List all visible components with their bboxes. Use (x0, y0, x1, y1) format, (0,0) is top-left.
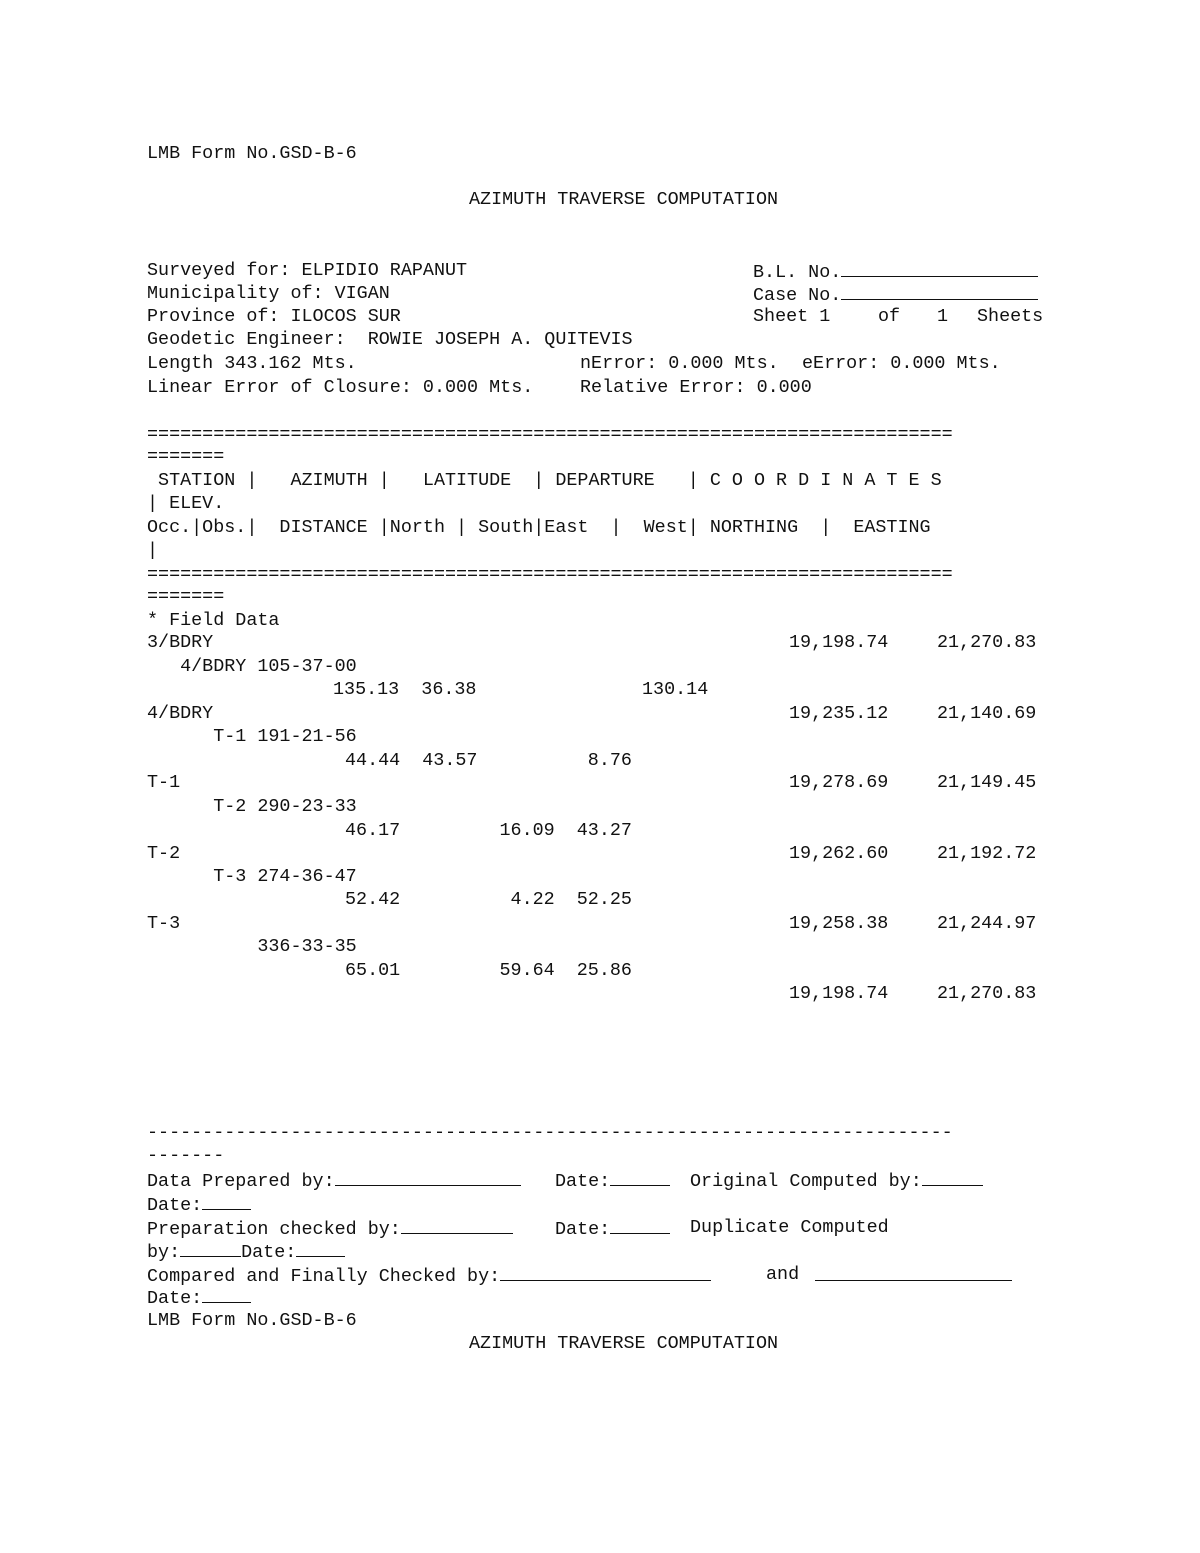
dash-rule: ------------------------------------------------------------------------- (147, 1122, 953, 1143)
sheet-label: Sheet 1 (753, 306, 831, 327)
linear-error-closure: Linear Error of Closure: 0.000 Mts. (147, 377, 534, 398)
distance-line: 46.17 16.09 43.27 (345, 820, 632, 841)
date-blank (202, 1288, 251, 1303)
prep-checked-label: Preparation checked by: (147, 1219, 401, 1240)
double-rule-bottom-cont: ======= (147, 586, 225, 607)
original-computed-label: Original Computed by: (690, 1171, 922, 1192)
sheet-of: of (878, 306, 901, 327)
form-number-footer: LMB Form No.GSD-B-6 (147, 1310, 357, 1331)
station-line: T-1 (147, 772, 181, 793)
station-line: T-3 (147, 913, 181, 934)
date-blank (610, 1171, 670, 1186)
easting-value: 21,244.97 (937, 913, 1037, 934)
prepared-by-line (147, 1171, 521, 1191)
date-blank (202, 1195, 251, 1210)
date-label: Date: (555, 1171, 611, 1192)
date-label: Date: (555, 1219, 611, 1240)
station-line: 3/BDRY (147, 632, 214, 653)
northing-value: 19,198.74 (789, 983, 889, 1004)
original-computed-blank (922, 1171, 983, 1186)
bl-no-blank (841, 262, 1038, 277)
form-number: LMB Form No.GSD-B-6 (147, 143, 357, 164)
sheet-total: 1 (937, 306, 949, 327)
case-no-blank (841, 285, 1038, 300)
prepared-by-label: Data Prepared by: (147, 1171, 335, 1192)
station-line: 4/BDRY (147, 703, 214, 724)
course-line: T-1 191-21-56 (147, 726, 357, 747)
northing-value: 19,278.69 (789, 772, 889, 793)
date-label: Date: (147, 1195, 203, 1216)
course-line: 336-33-35 (147, 936, 357, 957)
prep-checked-blank (401, 1219, 513, 1234)
table-header-row-1-cont: | ELEV. (147, 493, 225, 514)
date-label: Date: (241, 1242, 297, 1263)
course-line: 4/BDRY 105-37-00 (147, 656, 357, 677)
distance-line: 65.01 59.64 25.86 (345, 960, 632, 981)
table-header-row-2: Occ.|Obs.| DISTANCE |North | South|East | West| NORTHING | EASTING (147, 517, 931, 538)
easting-value: 21,149.45 (937, 772, 1037, 793)
easting-value: 21,270.83 (937, 632, 1037, 653)
case-no-label: Case No. (753, 285, 842, 306)
page-title-footer: AZIMUTH TRAVERSE COMPUTATION (469, 1333, 779, 1354)
relative-error: Relative Error: 0.000 (580, 377, 812, 398)
compared-checked-line (147, 1266, 711, 1286)
by-label: by: (147, 1242, 181, 1263)
traverse-length: Length 343.162 Mts. (147, 353, 357, 374)
easting-value: 21,192.72 (937, 843, 1037, 864)
date-blank (296, 1242, 345, 1257)
bl-no-field (753, 262, 1038, 282)
duplicate-by-line (147, 1242, 345, 1262)
bl-no-label: B.L. No. (753, 262, 842, 283)
date-field (147, 1195, 251, 1215)
by-blank (180, 1242, 241, 1257)
geodetic-engineer: Geodetic Engineer: ROWIE JOSEPH A. QUITEVIS (147, 329, 633, 350)
date-field (555, 1219, 670, 1239)
second-checker-blank (815, 1266, 1012, 1281)
double-rule-bottom: ========================================================================= (147, 564, 953, 585)
northing-value: 19,262.60 (789, 843, 889, 864)
prep-checked-line (147, 1219, 513, 1239)
date-blank (610, 1219, 670, 1234)
course-line: T-2 290-23-33 (147, 796, 357, 817)
northing-value: 19,235.12 (789, 703, 889, 724)
table-header-row-2-cont: | (147, 540, 159, 561)
distance-line: 135.13 36.38 130.14 (333, 679, 709, 700)
easting-value: 21,270.83 (937, 983, 1037, 1004)
compared-checked-blank (500, 1266, 711, 1281)
distance-line: 44.44 43.57 8.76 (345, 750, 632, 771)
sheets-word: Sheets (977, 306, 1044, 327)
case-no-field (753, 285, 1038, 305)
double-rule-top-cont: ======= (147, 446, 225, 467)
distance-line: 52.42 4.22 52.25 (345, 889, 632, 910)
station-line: T-2 (147, 843, 181, 864)
prepared-by-blank (335, 1171, 521, 1186)
east-error: eError: 0.000 Mts. (802, 353, 1001, 374)
date-label: Date: (147, 1288, 203, 1309)
date-field (147, 1288, 251, 1308)
dash-rule-cont: ------- (147, 1145, 225, 1166)
compared-checked-label: Compared and Finally Checked by: (147, 1266, 501, 1287)
course-line: T-3 274-36-47 (147, 866, 357, 887)
field-data-label: * Field Data (147, 610, 280, 631)
original-computed-line (690, 1171, 983, 1191)
municipality: Municipality of: VIGAN (147, 283, 390, 304)
date-field (555, 1171, 670, 1191)
duplicate-computed-label: Duplicate Computed (690, 1217, 889, 1238)
page-title: AZIMUTH TRAVERSE COMPUTATION (469, 189, 779, 210)
second-checker-field (815, 1266, 1012, 1286)
north-error: nError: 0.000 Mts. (580, 353, 779, 374)
table-header-row-1: STATION | AZIMUTH | LATITUDE | DEPARTURE | C O O R D I N A T E S (147, 470, 942, 491)
northing-value: 19,198.74 (789, 632, 889, 653)
northing-value: 19,258.38 (789, 913, 889, 934)
province: Province of: ILOCOS SUR (147, 306, 401, 327)
double-rule-top: ========================================================================= (147, 424, 953, 445)
and-label: and (766, 1264, 800, 1285)
easting-value: 21,140.69 (937, 703, 1037, 724)
surveyed-for: Surveyed for: ELPIDIO RAPANUT (147, 260, 468, 281)
